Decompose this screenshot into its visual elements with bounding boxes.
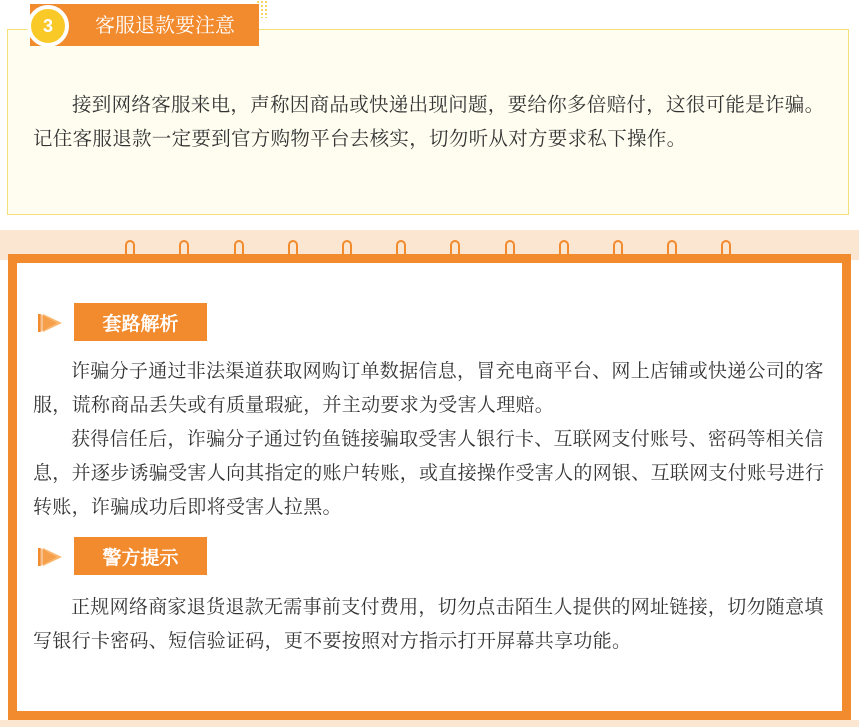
analysis-paragraph-2: 获得信任后，诈骗分子通过钓鱼链接骗取受害人银行卡、互联网支付账号、密码等相关信息，并逐步诱骗受害人向其指定的账户转账，或直接操作受害人的网银、互联网支付账号进行转账，诈骗成功后即将受害人拉黑。 bbox=[33, 428, 825, 518]
analysis-paragraph-1: 诈骗分子通过非法渠道获取网购订单数据信息，冒充电商平台、网上店铺或快递公司的客服，谎称商品丢失或有质量瑕疵，并主动要求为受害人理赔。 bbox=[33, 360, 824, 416]
number-badge: 3 bbox=[27, 5, 69, 47]
tip-paragraph: 接到网络客服来电，声称因商品或快递出现问题，要给你多倍赔付，这很可能是诈骗。记住客服退款一定要到官方购物平台去核实，切勿听从对方要求私下操作。 bbox=[33, 93, 825, 150]
play-arrow-icon bbox=[37, 312, 63, 334]
warning-title: 警方提示 bbox=[74, 537, 207, 575]
analysis-title: 套路解析 bbox=[74, 303, 207, 341]
top-section bbox=[0, 0, 859, 230]
warning-paragraph: 正规网络商家退货退款无需事前支付费用，切勿点击陌生人提供的网址链接，切勿随意填写银行卡密码、短信验证码，更不要按照对方指示打开屏幕共享功能。 bbox=[33, 596, 824, 652]
play-arrow-icon bbox=[37, 546, 63, 568]
bottom-strip bbox=[0, 720, 859, 727]
section-title: 客服退款要注意 bbox=[95, 13, 235, 37]
